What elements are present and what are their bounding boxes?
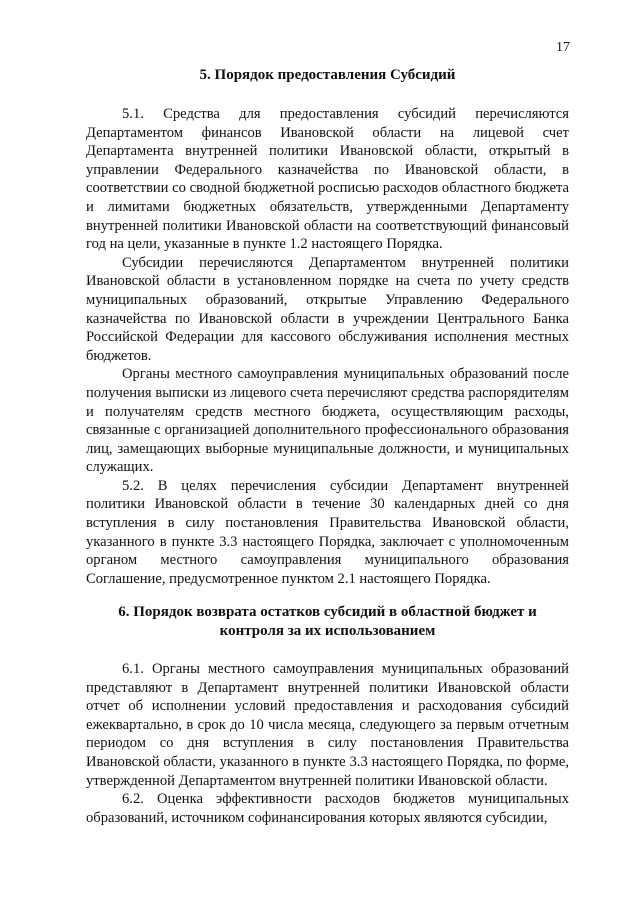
section-5-body: [86, 105, 569, 588]
section-6-title-line2: контроля за их использованием: [219, 622, 436, 639]
paragraph-subsidy-transfer: Субсидии перечисляются Департаментом внутренней политики Ивановской области в установленном порядке на счета по учету средств муниципальных образований, открытые Управлению Федерального казначейства по Ивановской области в учреждении Центрального Банка Российской Федерации для кассового обслуживания исполнения местных бюджетов.: [86, 254, 569, 364]
section-6-title: [86, 603, 569, 640]
section-6-body: [86, 660, 569, 827]
page-number: 17: [556, 40, 570, 55]
paragraph-6-2: 6.2. Оценка эффективности расходов бюджетов муниципальных образований, источником софинансирования которых являются субсидии,: [86, 791, 569, 826]
section-5-title-text: 5. Порядок предоставления Субсидий: [199, 67, 456, 83]
section-6-title-line1: 6. Порядок возврата остатков субсидий в областной бюджет и: [118, 604, 537, 620]
paragraph-5-1: 5.1. Средства для предоставления субсидий перечисляются Департаментом финансов Ивановской области на лицевой счет Департамента внутренней политики Ивановской области, открытый в управлении Федерального казначейства по Ивановской области, в соответствии со сводной бюджетной росписью расходов областного бюджета и лимитами бюджетных обязательств, утвержденными Департаменту внутренней политики Ивановской области на соответствующий финансовый год на цели, указанные в пункте 1.2 настоящего Порядка.: [86, 106, 569, 253]
paragraph-local-government: Органы местного самоуправления муниципальных образований после получения выписки из лицевого счета перечисляют средства распорядителям и получателям средств местного бюджета, осуществляющим расходы, связанные с организацией дополнительного профессионального образования лиц, замещающих выборные муниципальные должности, и муниципальных служащих.: [86, 366, 569, 476]
paragraph-6-1: 6.1. Органы местного самоуправления муниципальных образований представляют в Департамент внутренней политики Ивановской области отчет об исполнении условий предоставления и расходования субсидий ежеквартально, в срок до 10 числа месяца, следующего за первым отчетным периодом со дня вступления в силу постановления Правительства Ивановской области, указанного в пункте 3.3 настоящего Порядка, по форме, утвержденной Департаментом внутренней политики Ивановской области.: [86, 661, 569, 789]
section-5-title: [86, 66, 569, 85]
paragraph-5-2: 5.2. В целях перечисления субсидии Департамент внутренней политики Ивановской области в течение 30 календарных дней со дня вступления в силу постановления Правительства Ивановской области, указанного в пункте 3.3 настоящего Порядка, заключает с уполномоченным органом местного самоуправления муниципального образования Соглашение, предусмотренное пунктом 2.1 настоящего Порядка.: [86, 477, 569, 587]
